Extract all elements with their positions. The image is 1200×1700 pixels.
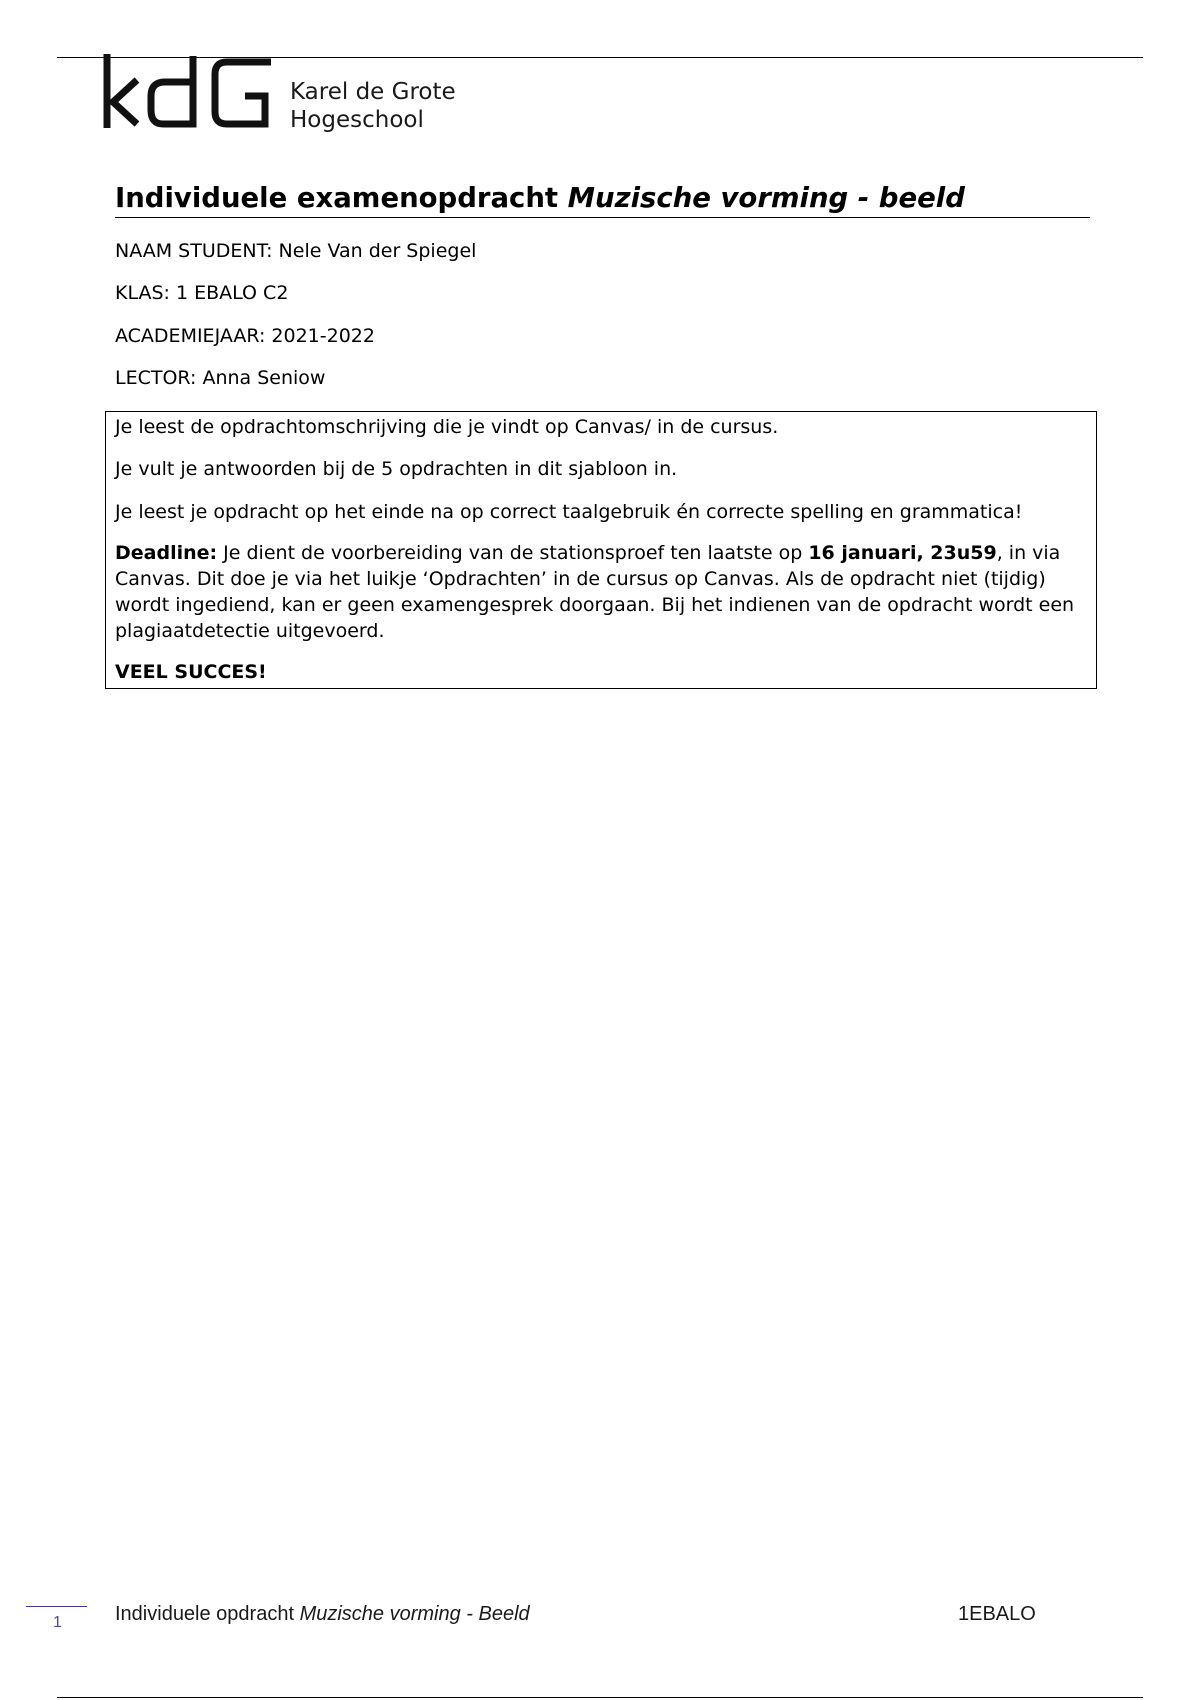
class-field: KLAS: 1 EBALO C2 <box>115 282 289 304</box>
page-number: 1 <box>53 1614 62 1631</box>
footer-page-rule <box>26 1606 87 1607</box>
deadline-text-a: Je dient de voorbereiding van de stationsproef ten laatste op <box>217 542 809 564</box>
logo-line-1: Karel de Grote <box>290 79 456 105</box>
document-title <box>115 180 1090 218</box>
academic-year: ACADEMIEJAAR: 2021-2022 <box>115 325 375 347</box>
lecturer: LECTOR: Anna Seniow <box>115 367 326 389</box>
footer-bottom-rule <box>57 1697 1143 1698</box>
footer-title <box>115 1603 530 1626</box>
instructions-box <box>105 411 1097 689</box>
title-plain: Individuele examenopdracht <box>115 182 568 214</box>
footer-class: 1EBALO <box>958 1603 1036 1625</box>
deadline-text-b: , in via Canvas. Dit doe je via het luikje ‘Opdrachten’ in de cursus op Canvas. Als de opdracht niet (tijdig) wordt ingediend, kan er geen examengesprek doorgaan. Bij het indienen van de opdracht wordt een plagiaatdetectie uitgevoerd. <box>115 542 1075 642</box>
deadline-date: 16 januari, 23u59 <box>808 542 997 564</box>
logo-wordmark <box>290 78 456 134</box>
instruction-2: Je vult je antwoorden bij de 5 opdrachten in dit sjabloon in. <box>115 458 678 480</box>
closing-line: VEEL SUCCES! <box>115 661 267 683</box>
deadline-label: Deadline: <box>115 542 218 564</box>
title-italic: Muzische vorming - beeld <box>567 182 965 214</box>
kdg-logo-icon <box>103 52 283 132</box>
instruction-3: Je leest je opdracht op het einde na op correct taalgebruik én correcte spelling en grammatica! <box>115 501 1023 523</box>
instruction-1: Je leest de opdrachtomschrijving die je vindt op Canvas/ in de cursus. <box>115 416 779 438</box>
footer-title-italic: Muzische vorming - Beeld <box>299 1603 530 1625</box>
logo-line-2: Hogeschool <box>290 107 424 133</box>
student-name: NAAM STUDENT: Nele Van der Spiegel <box>115 240 477 262</box>
footer-title-plain: Individuele opdracht <box>115 1603 300 1625</box>
deadline-paragraph <box>115 540 1101 644</box>
